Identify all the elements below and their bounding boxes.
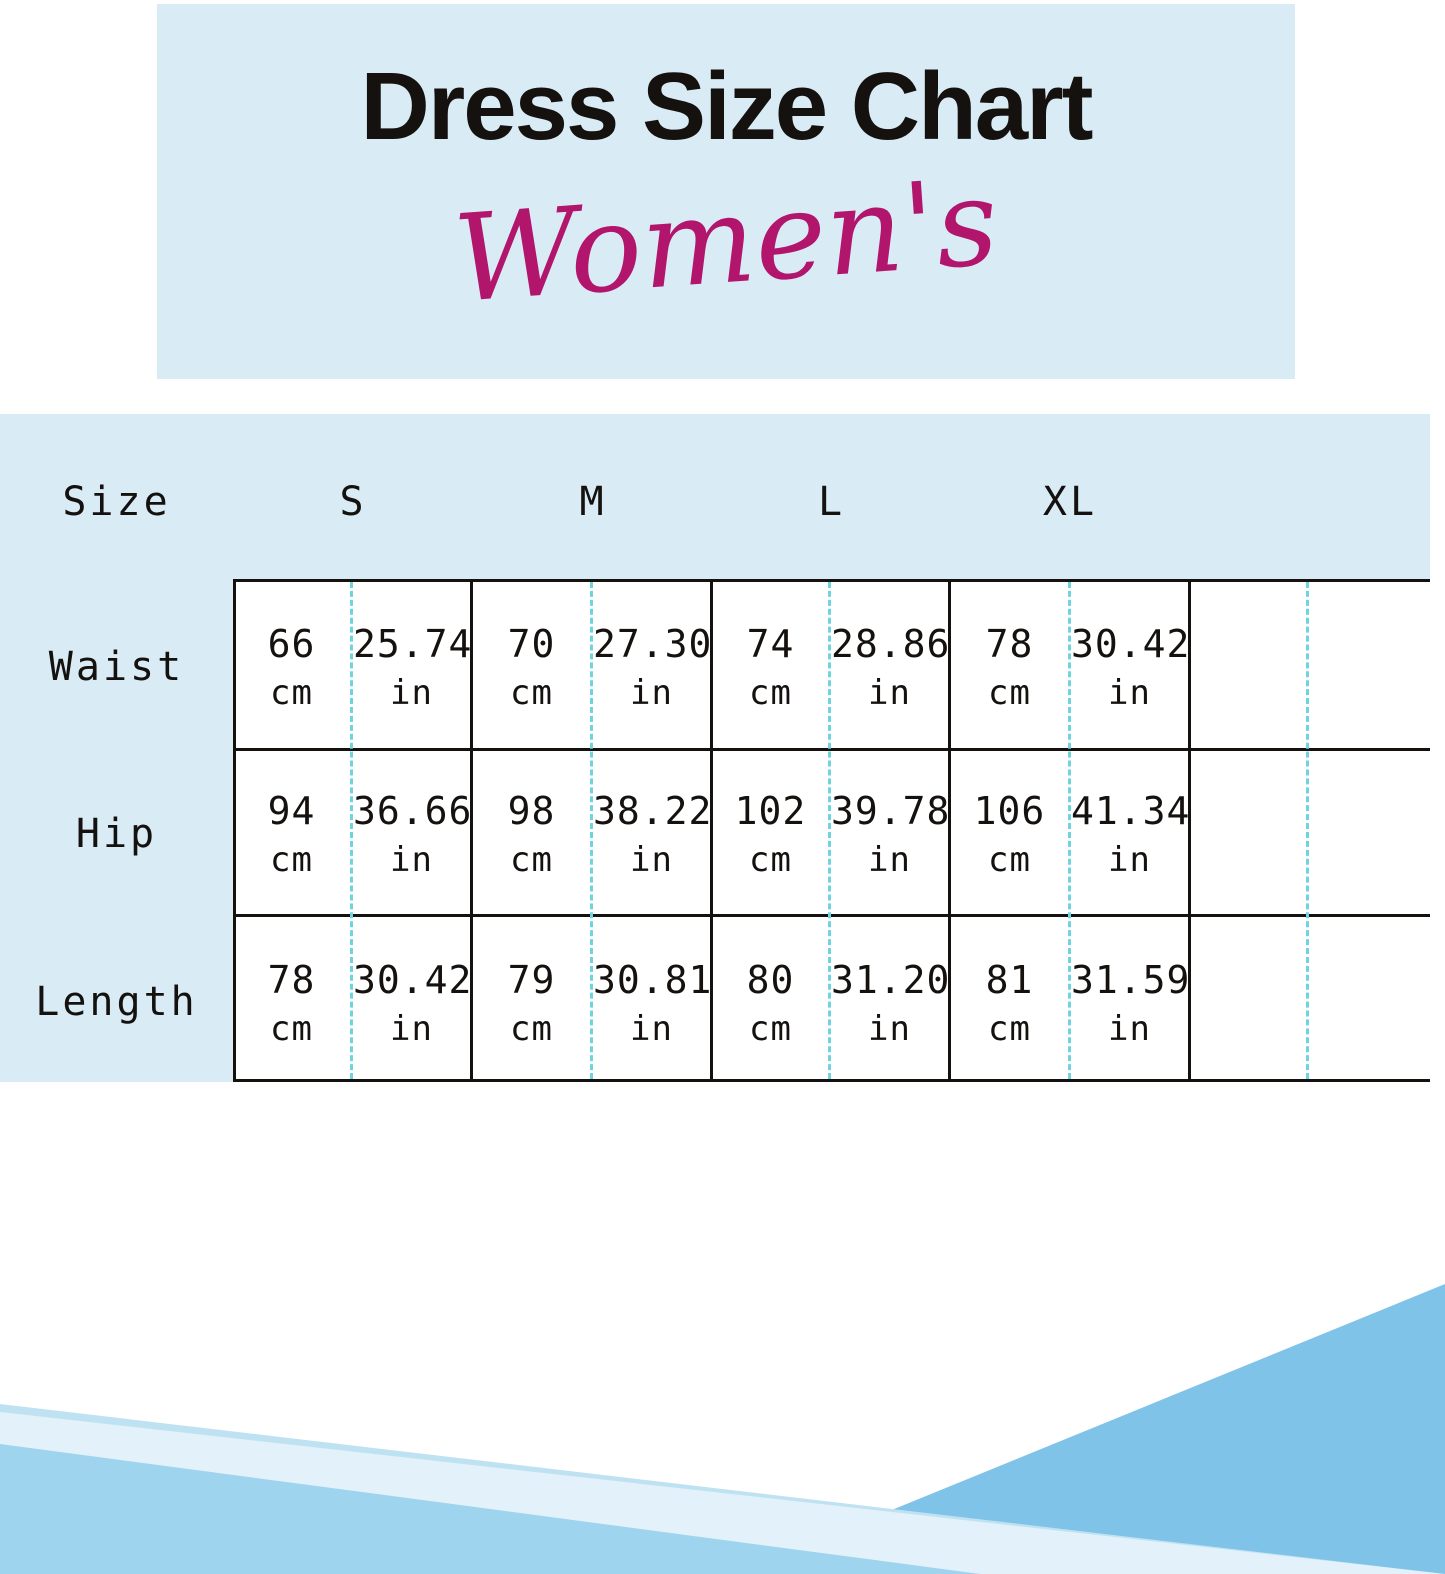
value: 31.59 [1071,958,1191,1002]
value: 106 [973,789,1046,833]
cell-hip-s-cm [233,786,350,884]
cell-hip-l-cm [713,786,828,884]
value: 78 [267,958,316,1002]
value: 41.34 [1071,789,1191,833]
cell-waist-m-cm [473,619,590,717]
value: 74 [746,622,795,666]
column-header-xl: XL [1042,479,1098,525]
cell-length-xl-in [1071,955,1191,1053]
column-header-s: S [339,479,367,525]
value: 31.20 [831,958,951,1002]
cell-hip-m-cm [473,786,590,884]
unit: cm [510,1009,553,1049]
cell-hip-xl-in [1071,786,1191,884]
value: 30.81 [593,958,713,1002]
row-label-hip: Hip [75,811,158,857]
value: 38.22 [593,789,713,833]
cell-waist-xl-in [1071,619,1191,717]
size-chart-table [0,414,1430,1082]
cell-waist-s-cm [233,619,350,717]
value: 79 [507,958,556,1002]
unit: in [630,673,673,713]
cell-waist-l-cm [713,619,828,717]
cell-waist-l-in [831,619,951,717]
value: 94 [267,789,316,833]
cell-length-l-cm [713,955,828,1053]
unit: cm [988,673,1031,713]
cell-waist-s-in [353,619,473,717]
table-rule-2 [233,914,1430,917]
cell-hip-s-in [353,786,473,884]
row-label-waist: Waist [48,644,185,690]
unit: in [630,1009,673,1049]
unit: in [868,1009,911,1049]
cell-length-m-cm [473,955,590,1053]
value: 25.74 [353,622,473,666]
unit: in [1108,673,1151,713]
table-corner-label: Size [62,479,171,525]
table-rule-top [233,579,1430,582]
value: 102 [734,789,807,833]
value: 28.86 [831,622,951,666]
header-banner [157,4,1295,379]
value: 39.78 [831,789,951,833]
cell-waist-m-in [593,619,713,717]
unit: in [1108,840,1151,880]
value: 98 [507,789,556,833]
unit: in [868,840,911,880]
value: 36.66 [353,789,473,833]
unit: cm [270,840,313,880]
unit: cm [749,673,792,713]
cell-hip-xl-cm [951,786,1068,884]
table-rule-bottom [233,1079,1430,1082]
unit: cm [988,840,1031,880]
unit: cm [749,1009,792,1049]
unit: cm [510,673,553,713]
column-header-l: L [817,479,846,525]
table-rule-1 [233,748,1430,751]
cell-length-l-in [831,955,951,1053]
unit: cm [749,840,792,880]
column-header-m: M [579,479,607,525]
value: 66 [267,622,316,666]
unit: in [390,840,433,880]
unit: cm [270,673,313,713]
page-title: Dress Size Chart [360,53,1092,160]
cell-hip-l-in [831,786,951,884]
page-subtitle: Women's [449,153,1003,330]
unit: in [1108,1009,1151,1049]
value: 78 [985,622,1034,666]
unit: cm [270,1009,313,1049]
value: 30.42 [353,958,473,1002]
footer-decoration [0,1284,1445,1574]
value: 81 [985,958,1034,1002]
value: 30.42 [1071,622,1191,666]
cell-hip-m-in [593,786,713,884]
row-label-length: Length [35,979,198,1025]
cell-waist-xl-cm [951,619,1068,717]
cell-length-s-in [353,955,473,1053]
unit: cm [510,840,553,880]
unit: cm [988,1009,1031,1049]
value: 27.30 [593,622,713,666]
value: 70 [507,622,556,666]
unit: in [390,673,433,713]
cell-length-s-cm [233,955,350,1053]
value: 80 [746,958,795,1002]
table-unit-divider-extra [1306,582,1309,1079]
unit: in [868,673,911,713]
cell-length-xl-cm [951,955,1068,1053]
unit: in [390,1009,433,1049]
unit: in [630,840,673,880]
cell-length-m-in [593,955,713,1053]
